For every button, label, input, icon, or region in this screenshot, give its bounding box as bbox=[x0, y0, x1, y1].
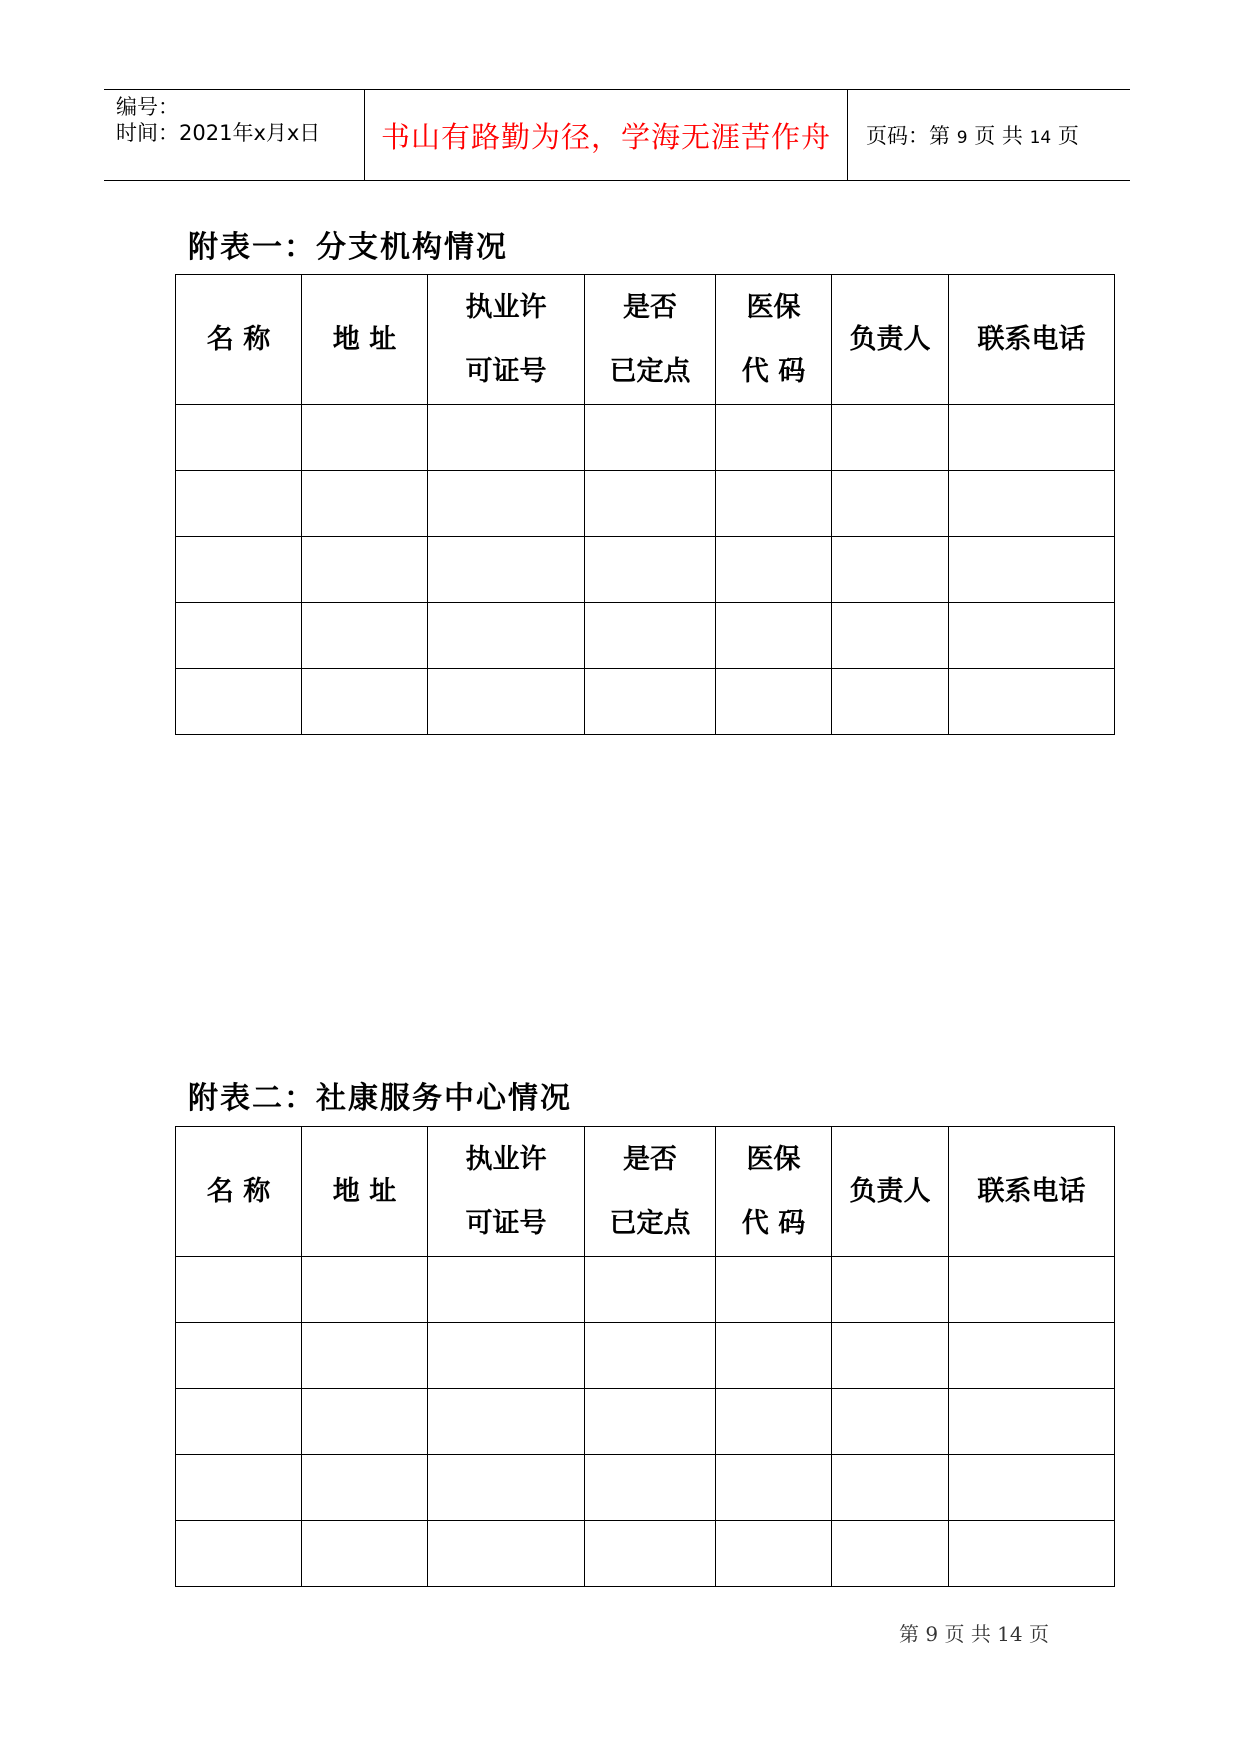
table-cell[interactable] bbox=[176, 669, 302, 735]
document-number-label: 编号： bbox=[116, 95, 179, 119]
table-cell[interactable] bbox=[716, 405, 832, 471]
table-cell[interactable] bbox=[716, 1257, 832, 1323]
table-cell[interactable] bbox=[832, 1323, 949, 1389]
header-motto-cell bbox=[364, 90, 848, 180]
table-row bbox=[176, 537, 1115, 603]
community-center-table bbox=[175, 1126, 1115, 1587]
table-cell[interactable] bbox=[716, 537, 832, 603]
header-cell-responsible: 负责人 bbox=[832, 275, 949, 405]
header-cell-address: 地 址 bbox=[302, 275, 428, 405]
header-page-indicator bbox=[866, 120, 1079, 150]
table-cell[interactable] bbox=[176, 1257, 302, 1323]
table-row bbox=[176, 1521, 1115, 1587]
table-cell[interactable] bbox=[428, 405, 585, 471]
table-row bbox=[176, 669, 1115, 735]
table-cell[interactable] bbox=[832, 669, 949, 735]
page-total: 14 bbox=[1029, 128, 1052, 148]
table-cell[interactable] bbox=[949, 405, 1115, 471]
table-cell[interactable] bbox=[949, 1389, 1115, 1455]
table1-title: 附表一：分支机构情况 bbox=[188, 230, 508, 265]
table-cell[interactable] bbox=[428, 1521, 585, 1587]
table-cell[interactable] bbox=[176, 1389, 302, 1455]
table-cell[interactable] bbox=[302, 405, 428, 471]
table-cell[interactable] bbox=[585, 669, 716, 735]
header-cell-name: 名 称 bbox=[176, 1127, 302, 1257]
table-cell[interactable] bbox=[949, 1257, 1115, 1323]
table-header-row bbox=[176, 275, 1115, 405]
table-cell[interactable] bbox=[428, 537, 585, 603]
header-cell-name: 名 称 bbox=[176, 275, 302, 405]
header-cell-designated: 是否 已定点 bbox=[585, 1127, 716, 1257]
table-cell[interactable] bbox=[428, 669, 585, 735]
table-cell[interactable] bbox=[302, 1323, 428, 1389]
table-cell[interactable] bbox=[949, 471, 1115, 537]
table-cell[interactable] bbox=[949, 1455, 1115, 1521]
page-footer: 第 9 页 共 14 页 bbox=[899, 1622, 1049, 1646]
table-row bbox=[176, 1389, 1115, 1455]
table-row bbox=[176, 1257, 1115, 1323]
table-cell[interactable] bbox=[949, 1521, 1115, 1587]
page-current: 9 bbox=[956, 128, 968, 148]
table-cell[interactable] bbox=[585, 1521, 716, 1587]
table-cell[interactable] bbox=[832, 471, 949, 537]
page-suffix: 页 bbox=[1057, 124, 1079, 148]
table-cell[interactable] bbox=[302, 603, 428, 669]
table-cell[interactable] bbox=[176, 537, 302, 603]
table-cell[interactable] bbox=[428, 1323, 585, 1389]
table-cell[interactable] bbox=[428, 1389, 585, 1455]
table-cell[interactable] bbox=[302, 669, 428, 735]
table-cell[interactable] bbox=[949, 603, 1115, 669]
table2-title: 附表二：社康服务中心情况 bbox=[188, 1081, 572, 1116]
header-cell-phone: 联系电话 bbox=[949, 275, 1115, 405]
table-cell[interactable] bbox=[302, 537, 428, 603]
table-cell[interactable] bbox=[716, 471, 832, 537]
table-header-row bbox=[176, 1127, 1115, 1257]
table-cell[interactable] bbox=[302, 1455, 428, 1521]
table-cell[interactable] bbox=[716, 1455, 832, 1521]
table-cell[interactable] bbox=[428, 603, 585, 669]
page-prefix: 页码：第 bbox=[866, 124, 950, 148]
table-cell[interactable] bbox=[832, 537, 949, 603]
page-header bbox=[104, 89, 1130, 181]
table-cell[interactable] bbox=[302, 1257, 428, 1323]
table-cell[interactable] bbox=[302, 471, 428, 537]
header-cell-responsible: 负责人 bbox=[832, 1127, 949, 1257]
branch-table bbox=[175, 274, 1115, 735]
table-cell[interactable] bbox=[716, 1389, 832, 1455]
table-cell[interactable] bbox=[716, 1323, 832, 1389]
table-row bbox=[176, 405, 1115, 471]
header-cell-license: 执业许 可证号 bbox=[428, 275, 585, 405]
table-row bbox=[176, 1455, 1115, 1521]
table-cell[interactable] bbox=[585, 1323, 716, 1389]
table-cell[interactable] bbox=[302, 1521, 428, 1587]
table-cell[interactable] bbox=[716, 1521, 832, 1587]
table-cell[interactable] bbox=[176, 405, 302, 471]
table-cell[interactable] bbox=[832, 603, 949, 669]
header-cell-insurance-code: 医保 代 码 bbox=[716, 1127, 832, 1257]
table-row bbox=[176, 471, 1115, 537]
document-time-label: 时间：2021年x月x日 bbox=[116, 121, 321, 145]
table-cell[interactable] bbox=[176, 1323, 302, 1389]
table-cell[interactable] bbox=[832, 1257, 949, 1323]
table-cell[interactable] bbox=[428, 471, 585, 537]
table-cell[interactable] bbox=[585, 471, 716, 537]
table-cell[interactable] bbox=[176, 1455, 302, 1521]
table-cell[interactable] bbox=[176, 603, 302, 669]
table-cell[interactable] bbox=[832, 405, 949, 471]
header-cell-insurance-code: 医保 代 码 bbox=[716, 275, 832, 405]
table-cell[interactable] bbox=[585, 1257, 716, 1323]
table-row bbox=[176, 1323, 1115, 1389]
header-motto: 书山有路勤为径，学海无涯苦作舟 bbox=[380, 119, 831, 154]
page-middle: 页 共 bbox=[974, 124, 1023, 148]
header-cell-address: 地 址 bbox=[302, 1127, 428, 1257]
table-cell[interactable] bbox=[428, 1455, 585, 1521]
header-page-cell bbox=[848, 90, 1130, 180]
table-cell[interactable] bbox=[176, 1521, 302, 1587]
header-cell-phone: 联系电话 bbox=[949, 1127, 1115, 1257]
table-cell[interactable] bbox=[949, 669, 1115, 735]
table-cell[interactable] bbox=[585, 1389, 716, 1455]
table-cell[interactable] bbox=[585, 603, 716, 669]
table-cell[interactable] bbox=[302, 1389, 428, 1455]
header-cell-license: 执业许 可证号 bbox=[428, 1127, 585, 1257]
table-cell[interactable] bbox=[176, 471, 302, 537]
table-cell[interactable] bbox=[716, 603, 832, 669]
table-cell[interactable] bbox=[832, 1521, 949, 1587]
header-cell-designated: 是否 已定点 bbox=[585, 275, 716, 405]
table-cell[interactable] bbox=[832, 1389, 949, 1455]
table-cell[interactable] bbox=[585, 1455, 716, 1521]
table-cell[interactable] bbox=[585, 537, 716, 603]
table-cell[interactable] bbox=[428, 1257, 585, 1323]
header-meta bbox=[104, 90, 364, 180]
table-cell[interactable] bbox=[949, 1323, 1115, 1389]
table-cell[interactable] bbox=[949, 537, 1115, 603]
table-cell[interactable] bbox=[716, 669, 832, 735]
table-row bbox=[176, 603, 1115, 669]
table-cell[interactable] bbox=[585, 405, 716, 471]
table-cell[interactable] bbox=[832, 1455, 949, 1521]
